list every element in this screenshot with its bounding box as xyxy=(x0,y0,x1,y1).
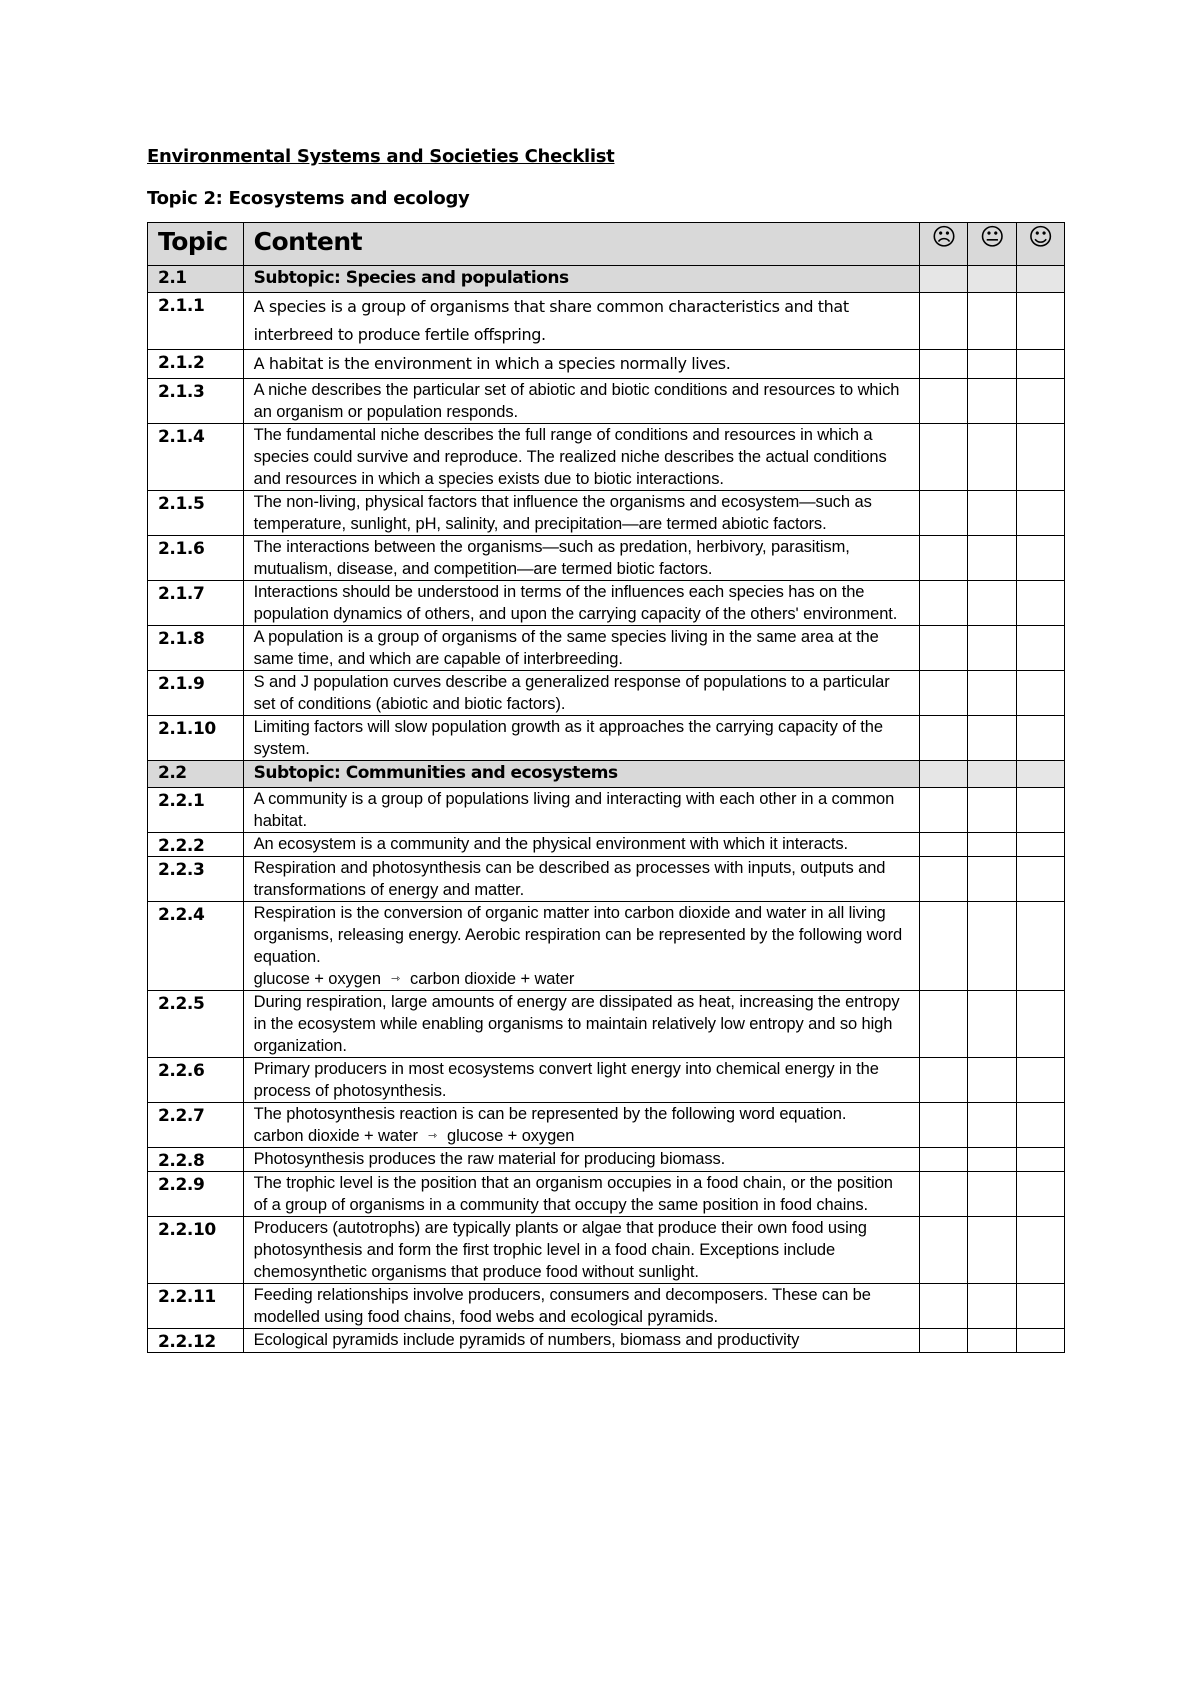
table-row xyxy=(148,379,1065,424)
content-cell xyxy=(243,491,919,536)
topic-number: 2.2.7 xyxy=(148,1103,244,1148)
topic-number: 2.2.6 xyxy=(148,1058,244,1103)
rating-checkbox-cell[interactable] xyxy=(920,424,968,491)
content-cell xyxy=(243,857,919,902)
table-row xyxy=(148,1284,1065,1329)
equation-left: glucose + oxygen xyxy=(253,970,381,988)
rating-checkbox-cell[interactable] xyxy=(968,424,1016,491)
content-text: The trophic level is the position that an organism occupies in a food chain, or the position of a group of organisms in a community that occupy the same position in food chains. xyxy=(253,1174,893,1214)
checklist-table xyxy=(147,222,1065,1353)
rating-checkbox-cell[interactable] xyxy=(920,857,968,902)
rating-checkbox-cell[interactable] xyxy=(1016,902,1064,991)
rating-checkbox-cell[interactable] xyxy=(968,991,1016,1058)
rating-checkbox-cell[interactable] xyxy=(1016,1103,1064,1148)
rating-checkbox-cell[interactable] xyxy=(920,1172,968,1217)
rating-checkbox-cell[interactable] xyxy=(920,1284,968,1329)
content-cell xyxy=(243,1148,919,1172)
topic-number: 2.1.9 xyxy=(148,671,244,716)
table-row xyxy=(148,857,1065,902)
content-text: Feeding relationships involve producers, consumers and decomposers. These can be modelled using food chains, food webs and ecological pyramids. xyxy=(253,1286,871,1326)
equation-left: carbon dioxide + water xyxy=(253,1127,418,1145)
rating-checkbox-cell[interactable] xyxy=(968,536,1016,581)
rating-checkbox-cell[interactable] xyxy=(968,1148,1016,1172)
topic-number: 2.1.6 xyxy=(148,536,244,581)
content-cell xyxy=(243,626,919,671)
table-row xyxy=(148,491,1065,536)
topic-number: 2.2.2 xyxy=(148,833,244,857)
equation-right: glucose + oxygen xyxy=(447,1127,575,1145)
rating-checkbox-cell[interactable] xyxy=(920,581,968,626)
rating-checkbox-cell[interactable] xyxy=(968,293,1016,350)
subtopic-number: 2.2 xyxy=(148,761,244,788)
content-cell xyxy=(243,991,919,1058)
content-text: Ecological pyramids include pyramids of numbers, biomass and productivity xyxy=(253,1331,800,1349)
rating-checkbox-cell[interactable] xyxy=(1016,716,1064,761)
topic-number: 2.2.4 xyxy=(148,902,244,991)
rating-checkbox-cell[interactable] xyxy=(920,1148,968,1172)
content-text: Photosynthesis produces the raw material for producing biomass. xyxy=(253,1150,726,1168)
rating-checkbox-cell[interactable] xyxy=(1016,857,1064,902)
rating-checkbox-cell[interactable] xyxy=(1016,1148,1064,1172)
rating-checkbox-cell[interactable] xyxy=(968,581,1016,626)
topic-number: 2.1.5 xyxy=(148,491,244,536)
rating-checkbox-cell[interactable] xyxy=(1016,491,1064,536)
topic-number: 2.1.3 xyxy=(148,379,244,424)
content-cell xyxy=(243,1329,919,1353)
content-cell xyxy=(243,424,919,491)
rating-checkbox-cell[interactable] xyxy=(920,626,968,671)
rating-checkbox-cell[interactable] xyxy=(968,716,1016,761)
content-text: A population is a group of organisms of the same species living in the same area at the same time, and which are capable of interbreeding. xyxy=(253,628,879,668)
rating-checkbox-cell[interactable] xyxy=(968,857,1016,902)
table-row xyxy=(148,1103,1065,1148)
table-row xyxy=(148,716,1065,761)
table-row xyxy=(148,424,1065,491)
rating-checkbox-cell[interactable] xyxy=(920,761,968,788)
content-cell xyxy=(243,1058,919,1103)
neutral-face-icon: 😐 xyxy=(968,223,1016,266)
rating-checkbox-cell[interactable] xyxy=(968,266,1016,293)
rating-checkbox-cell[interactable] xyxy=(1016,761,1064,788)
rating-checkbox-cell[interactable] xyxy=(968,1217,1016,1284)
topic-number: 2.1.4 xyxy=(148,424,244,491)
table-row xyxy=(148,788,1065,833)
content-text: During respiration, large amounts of energy are dissipated as heat, increasing the entropy in the ecosystem while enabling organisms to maintain relatively low entropy and so high organization. xyxy=(253,993,900,1055)
word-equation xyxy=(254,968,909,990)
topic-number: 2.1.8 xyxy=(148,626,244,671)
topic-number: 2.2.5 xyxy=(148,991,244,1058)
rating-checkbox-cell[interactable] xyxy=(1016,1329,1064,1353)
table-row xyxy=(148,1172,1065,1217)
table-row xyxy=(148,581,1065,626)
document-subtitle: Topic 2: Ecosystems and ecology xyxy=(147,188,470,209)
rating-checkbox-cell[interactable] xyxy=(920,293,968,350)
content-cell xyxy=(243,902,919,991)
table-row xyxy=(148,833,1065,857)
content-text: A habitat is the environment in which a species normally lives. xyxy=(253,354,731,373)
rating-checkbox-cell[interactable] xyxy=(1016,991,1064,1058)
rating-checkbox-cell[interactable] xyxy=(1016,379,1064,424)
content-text: Respiration and photosynthesis can be described as processes with inputs, outputs and transformations of energy and matter. xyxy=(253,859,886,899)
rating-checkbox-cell[interactable] xyxy=(1016,293,1064,350)
content-text: Limiting factors will slow population growth as it approaches the carrying capacity of the system. xyxy=(253,718,883,758)
table-row xyxy=(148,1058,1065,1103)
subtopic-number: 2.1 xyxy=(148,266,244,293)
rating-checkbox-cell[interactable] xyxy=(920,266,968,293)
rating-checkbox-cell[interactable] xyxy=(920,671,968,716)
rating-checkbox-cell[interactable] xyxy=(920,379,968,424)
rating-checkbox-cell[interactable] xyxy=(968,379,1016,424)
rating-checkbox-cell[interactable] xyxy=(920,991,968,1058)
topic-number: 2.2.12 xyxy=(148,1329,244,1353)
rating-checkbox-cell[interactable] xyxy=(1016,833,1064,857)
rating-checkbox-cell[interactable] xyxy=(920,1329,968,1353)
content-cell xyxy=(243,536,919,581)
content-text: The fundamental niche describes the full range of conditions and resources in which a species could survive and reproduce. The realized niche describes the actual conditions and resources in which a species exists due to biotic interactions. xyxy=(253,426,887,488)
content-text: A niche describes the particular set of abiotic and biotic conditions and resources to which an organism or population responds. xyxy=(253,381,900,421)
happy-face-icon: ☺ xyxy=(1016,223,1064,266)
content-text: The non-living, physical factors that influence the organisms and ecosystem—such as temperature, sunlight, pH, salinity, and precipitation—are termed abiotic factors. xyxy=(253,493,872,533)
content-text: Producers (autotrophs) are typically plants or algae that produce their own food using photosynthesis and form the first trophic level in a food chain. Exceptions include chemosynthetic organisms that produce food without sunlight. xyxy=(253,1219,867,1281)
rating-checkbox-cell[interactable] xyxy=(1016,788,1064,833)
content-cell xyxy=(243,350,919,379)
rating-checkbox-cell[interactable] xyxy=(1016,1284,1064,1329)
rating-checkbox-cell[interactable] xyxy=(920,491,968,536)
rating-checkbox-cell[interactable] xyxy=(968,491,1016,536)
document-page xyxy=(147,146,1063,1353)
table-row xyxy=(148,293,1065,350)
topic-number: 2.2.10 xyxy=(148,1217,244,1284)
content-cell xyxy=(243,1103,919,1148)
rating-checkbox-cell[interactable] xyxy=(1016,424,1064,491)
table-row xyxy=(148,671,1065,716)
word-equation xyxy=(254,1125,909,1147)
content-cell xyxy=(243,716,919,761)
rating-checkbox-cell[interactable] xyxy=(1016,536,1064,581)
rating-checkbox-cell[interactable] xyxy=(968,1284,1016,1329)
rating-checkbox-cell[interactable] xyxy=(920,833,968,857)
content-cell xyxy=(243,1172,919,1217)
rating-checkbox-cell[interactable] xyxy=(968,788,1016,833)
content-cell xyxy=(243,671,919,716)
table-row xyxy=(148,991,1065,1058)
content-cell xyxy=(243,581,919,626)
rating-checkbox-cell[interactable] xyxy=(920,902,968,991)
subtopic-title: Subtopic: Communities and ecosystems xyxy=(243,761,919,788)
topic-column-header: Topic xyxy=(148,223,244,266)
rating-checkbox-cell[interactable] xyxy=(1016,581,1064,626)
content-text: S and J population curves describe a generalized response of populations to a particular set of conditions (abiotic and biotic factors). xyxy=(253,673,890,713)
content-text: The photosynthesis reaction is can be represented by the following word equation. xyxy=(253,1105,847,1123)
content-text: A community is a group of populations living and interacting with each other in a common habitat. xyxy=(253,790,895,830)
rating-checkbox-cell[interactable] xyxy=(920,1058,968,1103)
content-text: Respiration is the conversion of organic matter into carbon dioxide and water in all living organisms, releasing energy. Aerobic respiration can be represented by the following word equation. xyxy=(253,904,903,966)
rating-checkbox-cell[interactable] xyxy=(968,902,1016,991)
arrow-icon: ⇾ xyxy=(427,1130,438,1142)
subtopic-title: Subtopic: Species and populations xyxy=(243,266,919,293)
rating-checkbox-cell[interactable] xyxy=(1016,626,1064,671)
rating-checkbox-cell[interactable] xyxy=(1016,1172,1064,1217)
rating-checkbox-cell[interactable] xyxy=(1016,671,1064,716)
table-row xyxy=(148,626,1065,671)
rating-checkbox-cell[interactable] xyxy=(1016,350,1064,379)
content-text: An ecosystem is a community and the physical environment with which it interacts. xyxy=(253,835,849,853)
content-cell xyxy=(243,293,919,350)
content-column-header: Content xyxy=(243,223,919,266)
table-header-row xyxy=(148,223,1065,266)
rating-checkbox-cell[interactable] xyxy=(920,788,968,833)
rating-checkbox-cell[interactable] xyxy=(1016,1217,1064,1284)
content-cell xyxy=(243,788,919,833)
rating-checkbox-cell[interactable] xyxy=(968,671,1016,716)
subtopic-row xyxy=(148,266,1065,293)
document-title: Environmental Systems and Societies Checklist xyxy=(147,146,615,167)
rating-checkbox-cell[interactable] xyxy=(920,350,968,379)
content-text: A species is a group of organisms that share common characteristics and that interbreed to produce fertile offspring. xyxy=(253,297,849,344)
topic-number: 2.1.10 xyxy=(148,716,244,761)
rating-checkbox-cell[interactable] xyxy=(968,833,1016,857)
content-text: The interactions between the organisms—such as predation, herbivory, parasitism, mutualism, disease, and competition—are termed biotic factors. xyxy=(253,538,850,578)
rating-checkbox-cell[interactable] xyxy=(1016,266,1064,293)
rating-checkbox-cell[interactable] xyxy=(968,761,1016,788)
rating-checkbox-cell[interactable] xyxy=(920,716,968,761)
content-text: Interactions should be understood in terms of the influences each species has on the population dynamics of others, and upon the carrying capacity of the others' environment. xyxy=(253,583,898,623)
equation-right: carbon dioxide + water xyxy=(410,970,575,988)
table-row xyxy=(148,536,1065,581)
table-row xyxy=(148,350,1065,379)
content-cell xyxy=(243,1217,919,1284)
table-row xyxy=(148,1217,1065,1284)
rating-checkbox-cell[interactable] xyxy=(920,1103,968,1148)
rating-checkbox-cell[interactable] xyxy=(1016,1058,1064,1103)
rating-checkbox-cell[interactable] xyxy=(968,1103,1016,1148)
topic-number: 2.1.1 xyxy=(148,293,244,350)
topic-number: 2.2.1 xyxy=(148,788,244,833)
content-cell xyxy=(243,1284,919,1329)
rating-checkbox-cell[interactable] xyxy=(968,1058,1016,1103)
rating-checkbox-cell[interactable] xyxy=(968,1329,1016,1353)
table-row xyxy=(148,1148,1065,1172)
topic-number: 2.2.9 xyxy=(148,1172,244,1217)
topic-number: 2.2.3 xyxy=(148,857,244,902)
content-cell xyxy=(243,379,919,424)
table-row xyxy=(148,1329,1065,1353)
subtopic-row xyxy=(148,761,1065,788)
content-cell xyxy=(243,833,919,857)
content-text: Primary producers in most ecosystems convert light energy into chemical energy in the process of photosynthesis. xyxy=(253,1060,879,1100)
arrow-icon: ⇾ xyxy=(390,973,401,985)
topic-number: 2.1.2 xyxy=(148,350,244,379)
topic-number: 2.2.11 xyxy=(148,1284,244,1329)
rating-checkbox-cell[interactable] xyxy=(968,1172,1016,1217)
table-row xyxy=(148,902,1065,991)
topic-number: 2.1.7 xyxy=(148,581,244,626)
rating-checkbox-cell[interactable] xyxy=(920,536,968,581)
topic-number: 2.2.8 xyxy=(148,1148,244,1172)
rating-checkbox-cell[interactable] xyxy=(920,1217,968,1284)
rating-checkbox-cell[interactable] xyxy=(968,626,1016,671)
rating-checkbox-cell[interactable] xyxy=(968,350,1016,379)
sad-face-icon: ☹ xyxy=(920,223,968,266)
